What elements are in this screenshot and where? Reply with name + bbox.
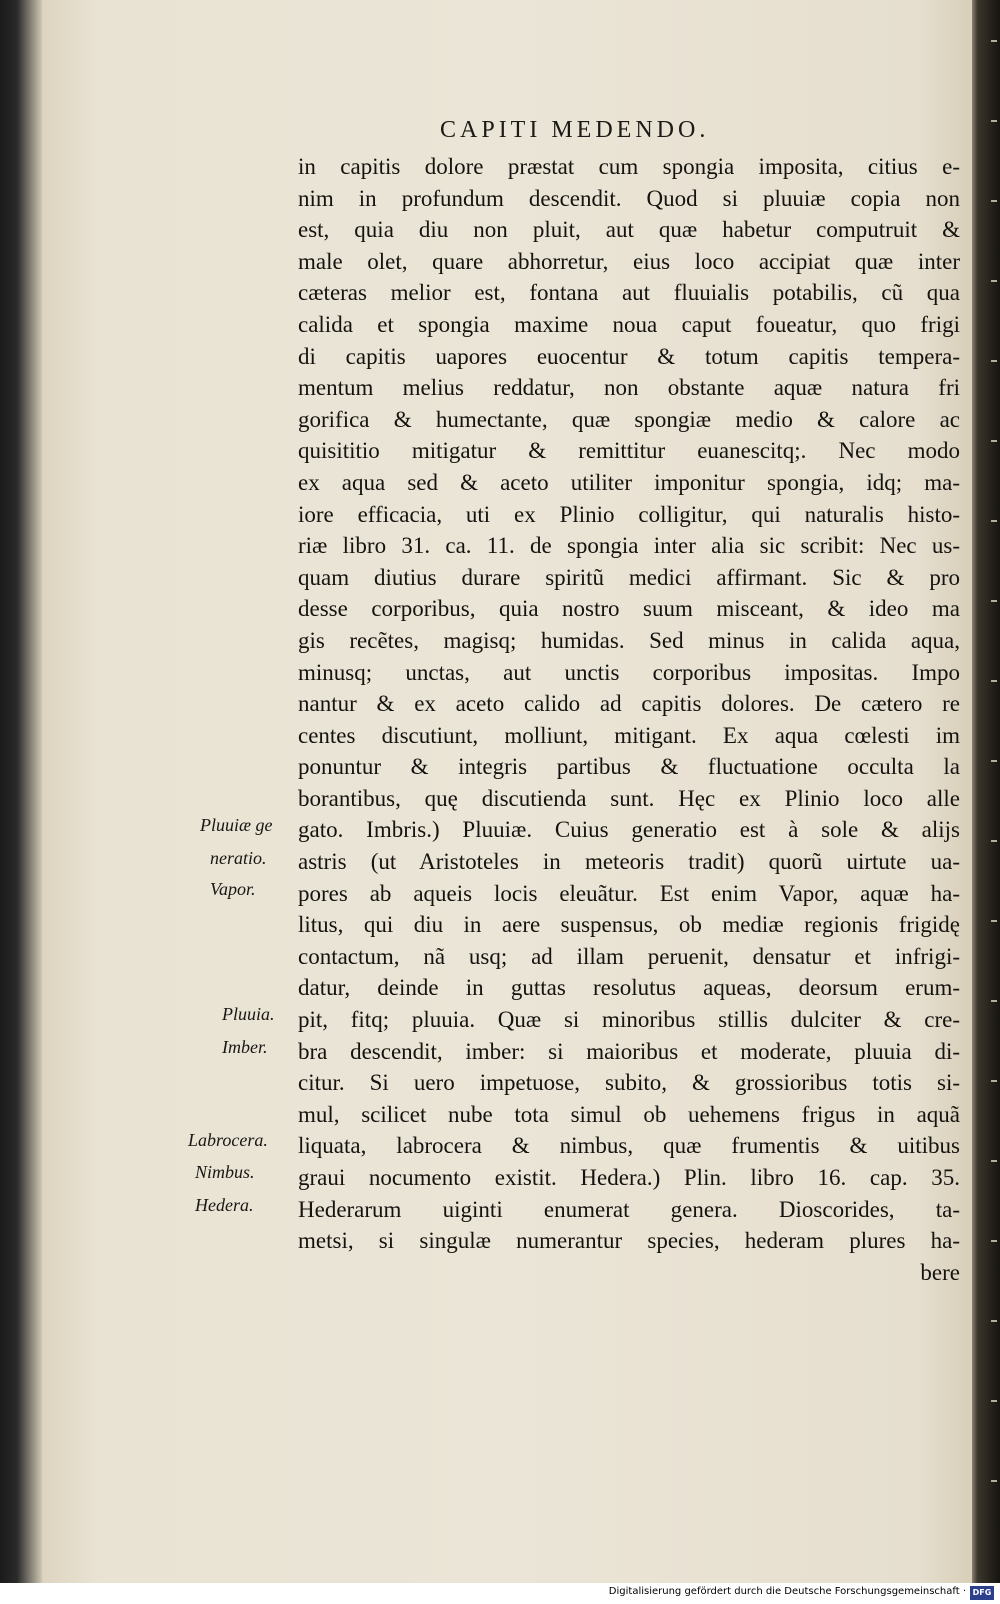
edge-mark <box>991 1080 997 1082</box>
text-line: gato. Imbris.) Pluuiæ. Cuius generatio est à sole & alijs <box>298 817 960 843</box>
edge-mark <box>991 440 997 442</box>
page-edge <box>972 0 1000 1583</box>
running-head: CAPITI MEDENDO. <box>440 117 710 143</box>
text-line: calida et spongia maxime noua caput foueatur, quo frigi <box>298 311 960 337</box>
text-line: quam diutius durare spiritũ medici affirmant. Sic & pro <box>298 564 960 590</box>
text-line: datur, deinde in guttas resolutus aqueas, deorsum erum- <box>298 975 960 1001</box>
text-line: mentum melius reddatur, non obstante aquæ natura fri <box>298 375 960 401</box>
text-line: Hederarum uiginti enumerat genera. Dioscorides, ta- <box>298 1196 960 1222</box>
text-line: ex aqua sed & aceto utiliter imponitur spongia, idq; ma- <box>298 469 960 495</box>
edge-mark <box>991 680 997 682</box>
text-line: centes discutiunt, molliunt, mitigant. Ex aqua cœlesti im <box>298 722 960 748</box>
margin-note: Pluuia. <box>222 1004 275 1024</box>
edge-mark <box>991 840 997 842</box>
text-line: litus, qui diu in aere suspensus, ob mediæ regionis frigidę <box>298 912 960 938</box>
margin-note: Imber. <box>222 1037 268 1057</box>
catchword: bere <box>920 1259 960 1285</box>
text-line: nantur & ex aceto calido ad capitis dolores. De cætero re <box>298 691 960 717</box>
text-line: iore efficacia, uti ex Plinio colligitur, qui naturalis histo- <box>298 501 960 527</box>
margin-note: neratio. <box>210 848 267 868</box>
edge-mark <box>991 200 997 202</box>
text-line: pit, fitq; pluuia. Quæ si minoribus stillis dulciter & cre- <box>298 1007 960 1033</box>
text-line: male olet, quare abhorretur, eius loco accipiat quæ inter <box>298 248 960 274</box>
text-line: mul, scilicet nube tota simul ob uehemens frigus in aquã <box>298 1101 960 1127</box>
text-line: desse corporibus, quia nostro suum misceant, & ideo ma <box>298 596 960 622</box>
text-line: gorifica & humectante, quæ spongiæ medio & calore ac <box>298 406 960 432</box>
edge-mark <box>991 1240 997 1242</box>
edge-mark <box>991 1400 997 1402</box>
text-line: di capitis uapores euocentur & totum capitis tempera- <box>298 343 960 369</box>
margin-note: Labrocera. <box>188 1130 268 1150</box>
text-line: in capitis dolore præstat cum spongia imposita, citius e- <box>298 154 960 179</box>
edge-mark <box>991 1320 997 1322</box>
funding-credit: Digitalisierung gefördert durch die Deutsche Forschungsgemeinschaft · <box>608 1586 966 1597</box>
edge-mark <box>991 40 997 42</box>
edge-mark <box>991 360 997 362</box>
edge-mark <box>991 1160 997 1162</box>
margin-note: Hedera. <box>195 1195 254 1215</box>
text-line: contactum, nã usq; ad illam peruenit, densatur et infrigi- <box>298 943 960 969</box>
text-line: nim in profundum descendit. Quod si pluuiæ copia non <box>298 185 960 211</box>
text-line: borantibus, quę discutienda sunt. Hęc ex Plinio loco alle <box>298 785 960 811</box>
text-line: citur. Si uero impetuose, subito, & grossioribus totis si- <box>298 1070 960 1096</box>
edge-mark <box>991 600 997 602</box>
margin-note: Nimbus. <box>195 1162 255 1182</box>
text-line: riæ libro 31. ca. 11. de spongia inter alia sic scribit: Nec us- <box>298 533 960 559</box>
text-line: minusq; unctas, aut unctis corporibus impositas. Impo <box>298 659 960 685</box>
edge-mark <box>991 760 997 762</box>
text-line: liquata, labrocera & nimbus, quæ frumentis & uitibus <box>298 1133 960 1159</box>
binding-gutter <box>0 0 42 1583</box>
edge-mark <box>991 520 997 522</box>
text-line: cæteras melior est, fontana aut fluuialis potabilis, cũ qua <box>298 280 960 306</box>
text-line: pores ab aqueis locis eleuãtur. Est enim Vapor, aquæ ha- <box>298 880 960 906</box>
edge-mark <box>991 920 997 922</box>
text-line: quisititio mitigatur & remittitur euanescitq;. Nec modo <box>298 438 960 464</box>
edge-mark <box>991 120 997 122</box>
margin-note: Vapor. <box>210 879 256 899</box>
edge-mark <box>991 1480 997 1482</box>
text-line: bra descendit, imber: si maioribus et moderate, pluuia di- <box>298 1038 960 1064</box>
text-line: ponuntur & integris partibus & fluctuatione occulta la <box>298 754 960 780</box>
text-line: graui nocumento existit. Hedera.) Plin. libro 16. cap. 35. <box>298 1165 960 1190</box>
margin-note: Pluuiæ ge <box>200 815 273 835</box>
text-line: metsi, si singulæ numerantur species, hederam plures ha- <box>298 1228 960 1254</box>
edge-mark <box>991 1000 997 1002</box>
dfg-logo: DFG <box>970 1586 994 1600</box>
text-line: gis recẽtes, magisq; humidas. Sed minus in calida aqua, <box>298 627 960 653</box>
body-text <box>298 151 960 1288</box>
edge-mark <box>991 280 997 282</box>
text-line: astris (ut Aristoteles in meteoris tradit) quorũ uirtute ua- <box>298 849 960 875</box>
text-line: est, quia diu non pluit, aut quæ habetur computruit & <box>298 217 960 243</box>
